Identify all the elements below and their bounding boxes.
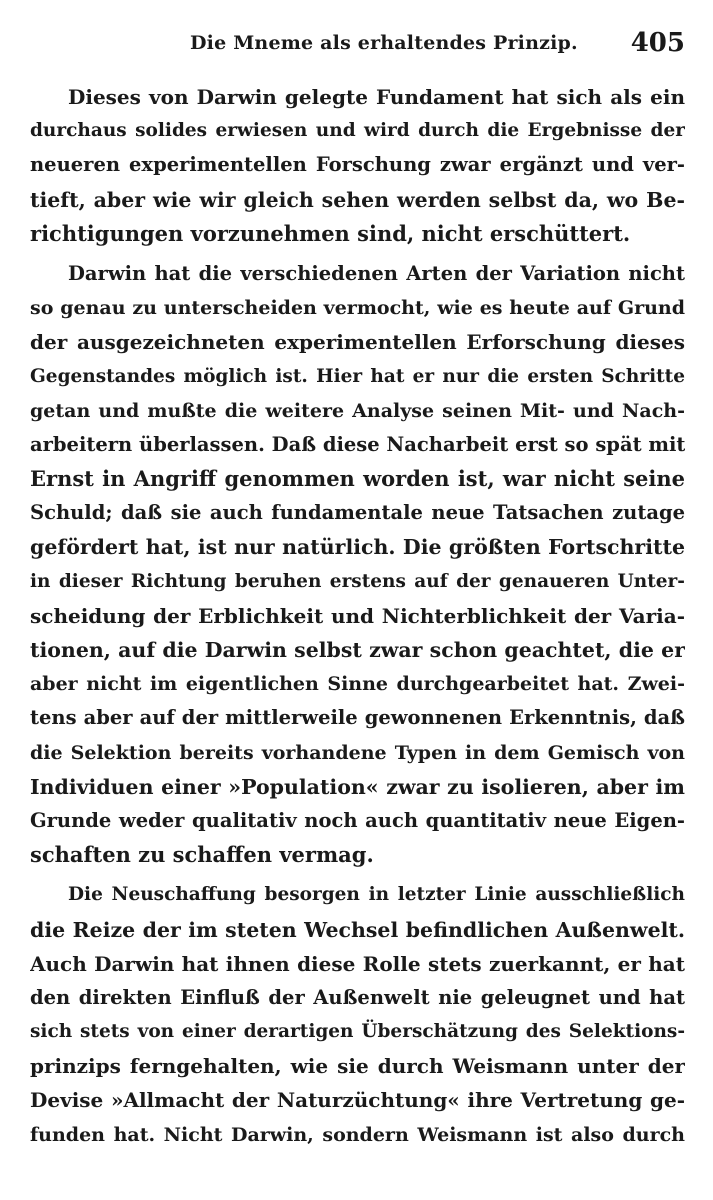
text-line: aber nicht im eigentlichen Sinne durchgearbeitet hat. Zwei-	[30, 673, 685, 696]
text-line: in dieser Richtung beruhen erstens auf der genaueren Unter-	[30, 570, 685, 592]
text-line: die Reize der im steten Wechsel befindlichen Außenwelt.	[30, 917, 685, 942]
text-line: Devise »Allmacht der Naturzüchtung« ihre Vertretung ge-	[30, 1088, 685, 1113]
text-line: Schuld; daß sie auch fundamentale neue Tatsachen zutage	[30, 501, 685, 525]
text-line: durchaus solides erwiesen und wird durch die Ergebnisse der	[30, 120, 685, 142]
text-line: Dieses von Darwin gelegte Fundament hat sich als ein	[68, 85, 685, 109]
paragraph-1	[30, 80, 685, 251]
text-line: der ausgezeichneten experimentellen Erforschung dieses	[30, 330, 685, 355]
text-line: Auch Darwin hat ihnen diese Rolle stets zuerkannt, er hat	[30, 951, 685, 976]
text-line: getan und mußte die weitere Analyse seinen Mit- und Nach-	[30, 399, 685, 422]
text-line: prinzips ferngehalten, wie sie durch Weismann unter der	[30, 1054, 685, 1079]
text-line: so genau zu unterscheiden vermocht, wie es heute auf Grund	[30, 297, 685, 320]
text-line: scheidung der Erblichkeit und Nichterblichkeit der Varia-	[30, 603, 685, 628]
text-line: Darwin hat die verschiedenen Arten der Variation nicht	[68, 261, 685, 285]
text-line: den direkten Einfluß der Außenwelt nie geleugnet und hat	[30, 985, 685, 1009]
text-line: richtigungen vorzunehmen sind, nicht erschüttert.	[30, 220, 631, 246]
text-line: arbeitern überlassen. Daß diese Nacharbeit erst so spät mit	[30, 432, 685, 456]
text-line: Grunde weder qualitativ noch auch quantitativ neue Eigen-	[30, 808, 685, 832]
text-line: Gegenstandes möglich ist. Hier hat er nur die ersten Schritte	[30, 365, 685, 387]
running-title: Die Mneme als erhaltendes Prinzip.	[190, 32, 578, 54]
page-header	[30, 28, 685, 62]
text-line: schaften zu schaffen vermag.	[30, 842, 374, 868]
text-line: tionen, auf die Darwin selbst zwar schon geachtet, die er	[30, 638, 685, 662]
text-line: Die Neuschaffung besorgen in letzter Linie ausschließlich	[68, 884, 685, 906]
text-line: die Selektion bereits vorhandene Typen in dem Gemisch von	[30, 741, 685, 764]
text-line: neueren experimentellen Forschung zwar ergänzt und ver-	[30, 153, 685, 177]
text-line: funden hat. Nicht Darwin, sondern Weismann ist also durch	[30, 1123, 685, 1146]
paragraph-3	[30, 878, 685, 1152]
text-line: gefördert hat, ist nur natürlich. Die größten Fortschritte	[30, 535, 685, 560]
page-number: 405	[630, 28, 685, 58]
text-line: Individuen einer »Population« zwar zu isolieren, aber im	[30, 774, 685, 799]
body-text	[30, 80, 685, 1152]
text-line: Ernst in Angriff genommen worden ist, war nicht seine	[30, 466, 685, 492]
paragraph-2	[30, 257, 685, 872]
text-line: tens aber auf der mittlerweile gewonnenen Erkenntnis, daß	[30, 706, 685, 730]
text-line: tieft, aber wie wir gleich sehen werden selbst da, wo Be-	[30, 187, 685, 212]
text-line: sich stets von einer derartigen Überschätzung des Selektions-	[30, 1021, 685, 1043]
